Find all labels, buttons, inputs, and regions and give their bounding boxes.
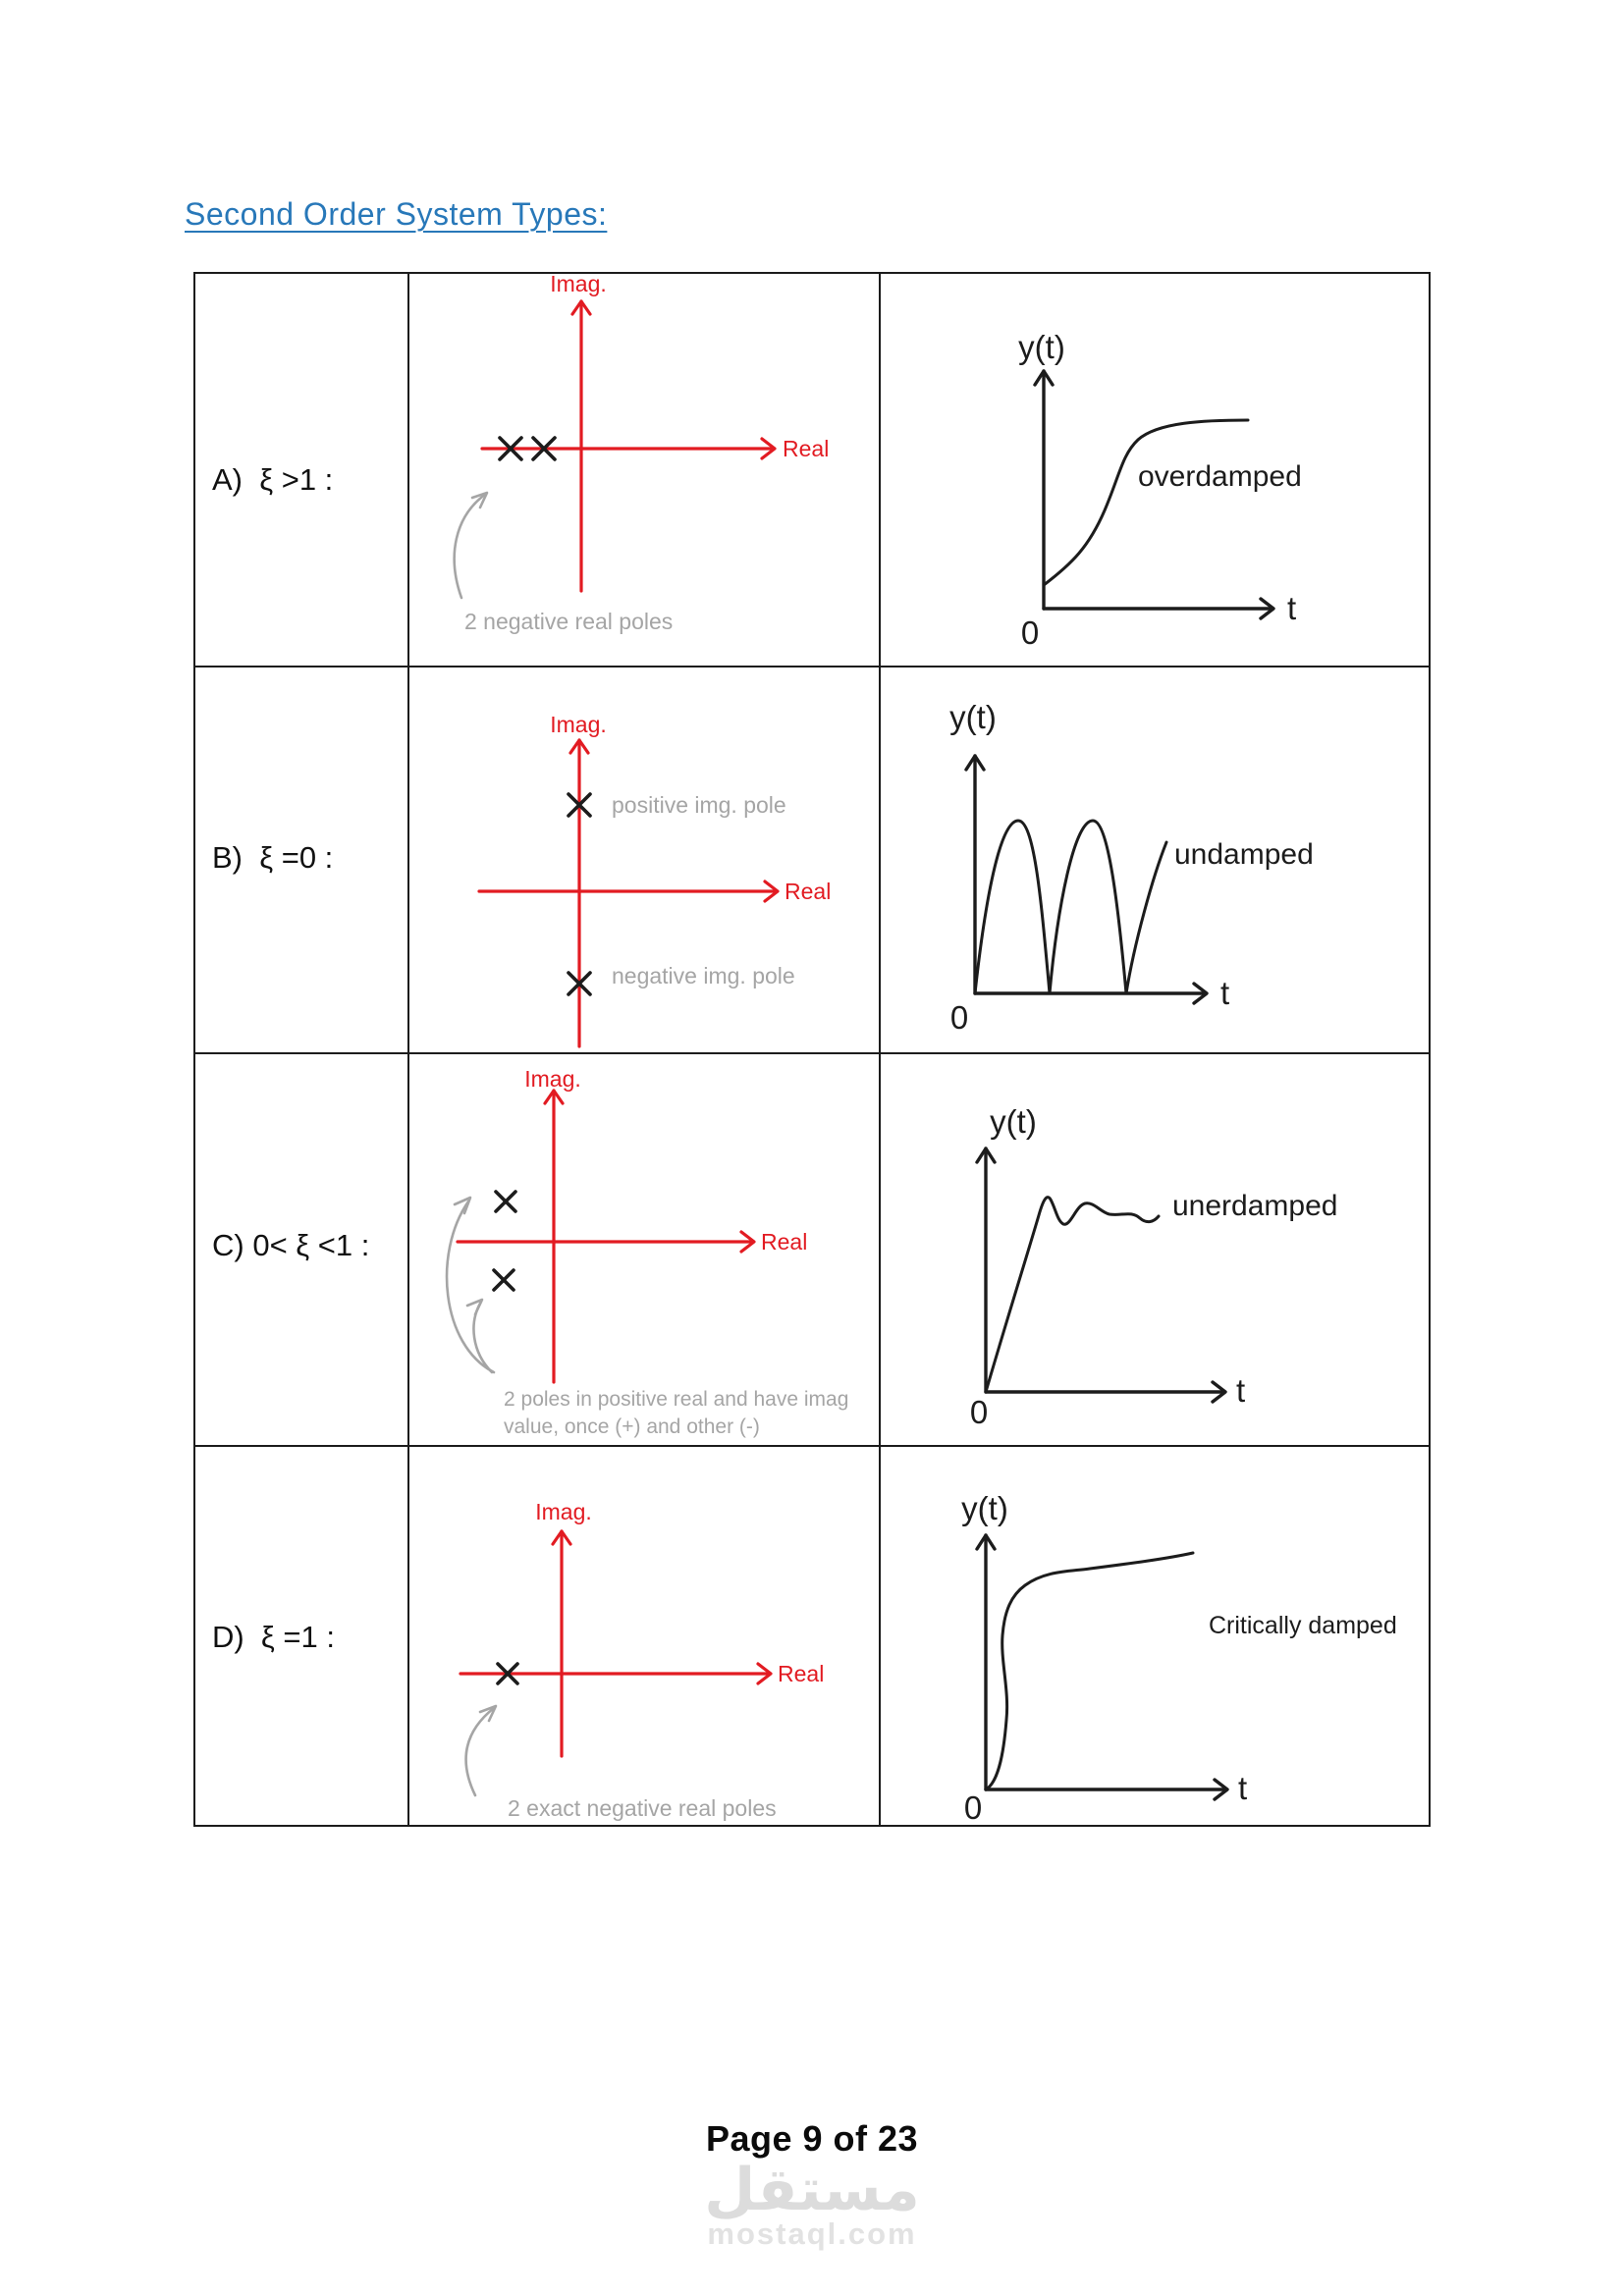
y-axis-label: y(t) (990, 1103, 1037, 1140)
table-cell-pole-plot-b (409, 667, 881, 1054)
table-cell-response-b (881, 667, 1431, 1054)
y-axis (1035, 371, 1053, 609)
table-cell-pole-plot-d (409, 1447, 881, 1827)
annotation-arrow-icon (466, 1706, 496, 1795)
y-axis-label: y(t) (961, 1490, 1008, 1526)
overdamped-curve (1044, 420, 1248, 585)
pole-annotation: 2 negative real poles (464, 609, 674, 634)
imag-axis-label: Imag. (550, 712, 607, 737)
response-label: undamped (1174, 838, 1314, 871)
t-axis (986, 1382, 1225, 1402)
t-axis (986, 1780, 1227, 1799)
imag-axis (545, 1091, 563, 1382)
real-axis-label: Real (778, 1661, 825, 1686)
imag-axis-label: Imag. (535, 1499, 592, 1524)
imag-axis (572, 301, 590, 591)
table-cell-case-b (195, 667, 409, 1054)
t-axis (975, 984, 1207, 1003)
t-axis (1044, 599, 1273, 618)
lower-pole-annotation: negative img. pole (612, 963, 795, 988)
y-axis-label: y(t) (949, 699, 997, 735)
t-axis-label: t (1287, 590, 1297, 626)
pole-plot-a (409, 274, 879, 666)
watermark-arabic: مستقل (704, 2156, 920, 2224)
pole-plot-c (409, 1054, 879, 1445)
response-label: overdamped (1138, 460, 1302, 493)
response-label: Critically damped (1209, 1612, 1397, 1639)
origin-label: 0 (969, 1394, 989, 1430)
t-axis-label: t (1238, 1770, 1248, 1806)
y-axis (977, 1148, 995, 1392)
case-c-label: C) 0< ξ <1 : (212, 1228, 370, 1262)
response-plot-a (881, 274, 1429, 666)
table-cell-case-d (195, 1447, 409, 1827)
origin-label: 0 (1020, 614, 1040, 651)
response-plot-d (881, 1447, 1429, 1825)
upper-pole-annotation: positive img. pole (612, 792, 786, 818)
table-cell-pole-plot-a (409, 274, 881, 667)
underdamped-curve (986, 1198, 1159, 1392)
real-axis (482, 439, 775, 458)
page-indicator: Page 9 of 23 (705, 2118, 919, 2159)
annotation-arrow-icon (455, 493, 487, 598)
real-axis-label: Real (761, 1229, 808, 1255)
case-b-label: B) ξ =0 : (212, 840, 334, 875)
imag-axis (570, 740, 588, 1046)
case-a-label: A) ξ >1 : (212, 462, 334, 497)
table-cell-pole-plot-c (409, 1054, 881, 1447)
response-plot-b (881, 667, 1429, 1052)
pole-marker (494, 1270, 514, 1290)
y-axis (966, 756, 984, 993)
real-axis (458, 1232, 754, 1252)
table-cell-case-a (195, 274, 409, 667)
origin-label: 0 (949, 999, 969, 1036)
response-label: unerdamped (1172, 1190, 1338, 1222)
t-axis-label: t (1236, 1372, 1246, 1409)
y-axis (977, 1535, 995, 1789)
t-axis-label: t (1220, 975, 1230, 1011)
pole-annotation: 2 exact negative real poles (508, 1795, 777, 1821)
undamped-curve (975, 821, 1166, 993)
real-axis (479, 881, 778, 901)
annotation-arrow-icon (447, 1198, 494, 1372)
system-types-table (193, 272, 1431, 1827)
response-plot-c (881, 1054, 1429, 1445)
table-cell-response-d (881, 1447, 1431, 1827)
pole-annotation-line2: value, once (+) and other (-) (504, 1415, 760, 1438)
pole-annotation-line1: 2 poles in positive real and have imag (504, 1388, 849, 1411)
pole-marker (496, 1192, 515, 1211)
pole-plot-d (409, 1447, 879, 1825)
origin-label: 0 (963, 1789, 983, 1825)
table-cell-response-a (881, 274, 1431, 667)
real-axis-label: Real (783, 436, 830, 461)
imag-axis (553, 1531, 570, 1756)
page-title: Second Order System Types: (185, 196, 608, 232)
y-axis-label: y(t) (1018, 329, 1065, 365)
table-cell-response-c (881, 1054, 1431, 1447)
watermark-site: mostaql.com (707, 2216, 917, 2251)
table-cell-case-c (195, 1054, 409, 1447)
case-d-label: D) ξ =1 : (212, 1620, 335, 1654)
pole-plot-b (409, 667, 879, 1052)
imag-axis-label: Imag. (524, 1066, 581, 1092)
imag-axis-label: Imag. (550, 274, 607, 296)
real-axis-label: Real (785, 879, 832, 904)
critically-damped-curve (986, 1553, 1193, 1789)
